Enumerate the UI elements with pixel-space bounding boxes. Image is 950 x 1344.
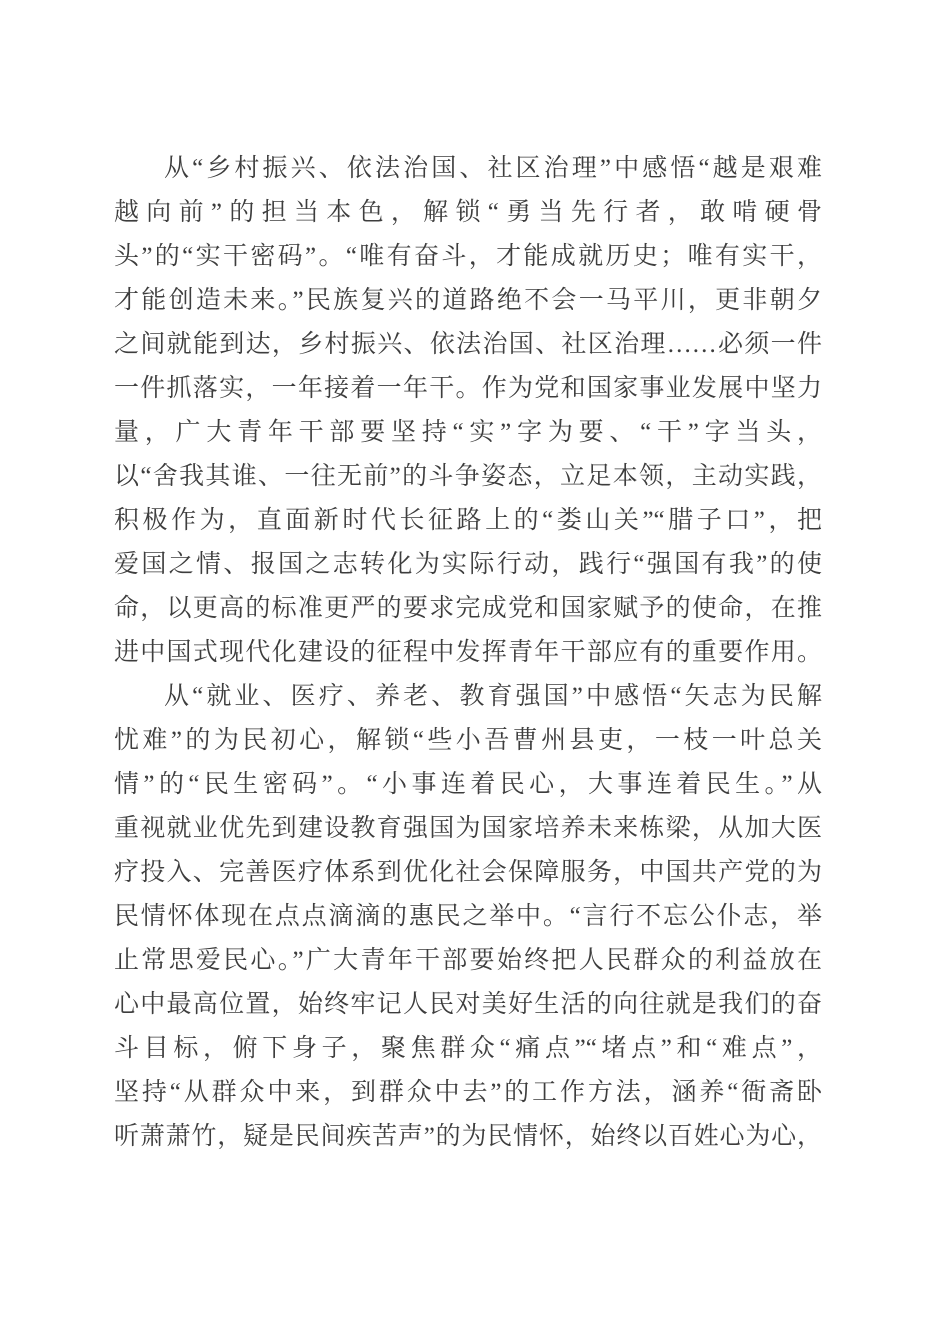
text-line: 进中国式现代化建设的征程中发挥青年干部应有的重要作用。 [114,639,822,666]
text-line: 积极作为，直面新时代长征路上的“娄山关”“腊子口”，把 [114,507,822,534]
text-line: 命，以更高的标准更严的要求完成党和国家赋予的使命，在推 [114,595,822,622]
text-line: 忧难”的为民初心，解锁“些小吾曹州县吏，一枝一叶总关 [114,727,822,754]
text-line: 重视就业优先到建设教育强国为国家培养未来栋梁，从加大医 [114,815,822,842]
text-line: 之间就能到达，乡村振兴、依法治国、社区治理……必须一件 [114,331,822,358]
document-body [114,147,822,1159]
text-line: 止常思爱民心。”广大青年干部要始终把人民群众的利益放在 [114,947,822,974]
text-line: 从“就业、医疗、养老、教育强国”中感悟“矢志为民解 [164,683,822,710]
text-line: 心中最高位置，始终牢记人民对美好生活的向往就是我们的奋 [114,991,822,1018]
text-line: 一件抓落实，一年接着一年干。作为党和国家事业发展中坚力 [114,375,822,402]
text-line: 听萧萧竹，疑是民间疾苦声”的为民情怀，始终以百姓心为心， [114,1123,822,1150]
text-line: 爱国之情、报国之志转化为实际行动，践行“强国有我”的使 [114,551,822,578]
text-line: 以“舍我其谁、一往无前”的斗争姿态，立足本领，主动实践， [114,463,822,490]
text-line: 情”的“民生密码”。“小事连着民心，大事连着民生。”从 [114,771,822,798]
text-line: 民情怀体现在点点滴滴的惠民之举中。“言行不忘公仆志，举 [114,903,822,930]
text-line: 坚持“从群众中来，到群众中去”的工作方法，涵养“衙斋卧 [114,1079,822,1106]
text-line: 越向前”的担当本色，解锁“勇当先行者，敢啃硬骨 [114,199,822,226]
text-line: 疗投入、完善医疗体系到优化社会保障服务，中国共产党的为 [114,859,822,886]
text-line: 量，广大青年干部要坚持“实”字为要、“干”字当头， [114,419,822,446]
text-line: 才能创造未来。”民族复兴的道路绝不会一马平川，更非朝夕 [114,287,822,314]
paragraph [114,147,822,675]
text-line: 头”的“实干密码”。“唯有奋斗，才能成就历史；唯有实干， [114,243,822,270]
paragraph [114,675,822,1159]
text-line: 斗目标，俯下身子，聚焦群众“痛点”“堵点”和“难点”， [114,1035,822,1062]
text-line: 从“乡村振兴、依法治国、社区治理”中感悟“越是艰难 [164,155,822,182]
